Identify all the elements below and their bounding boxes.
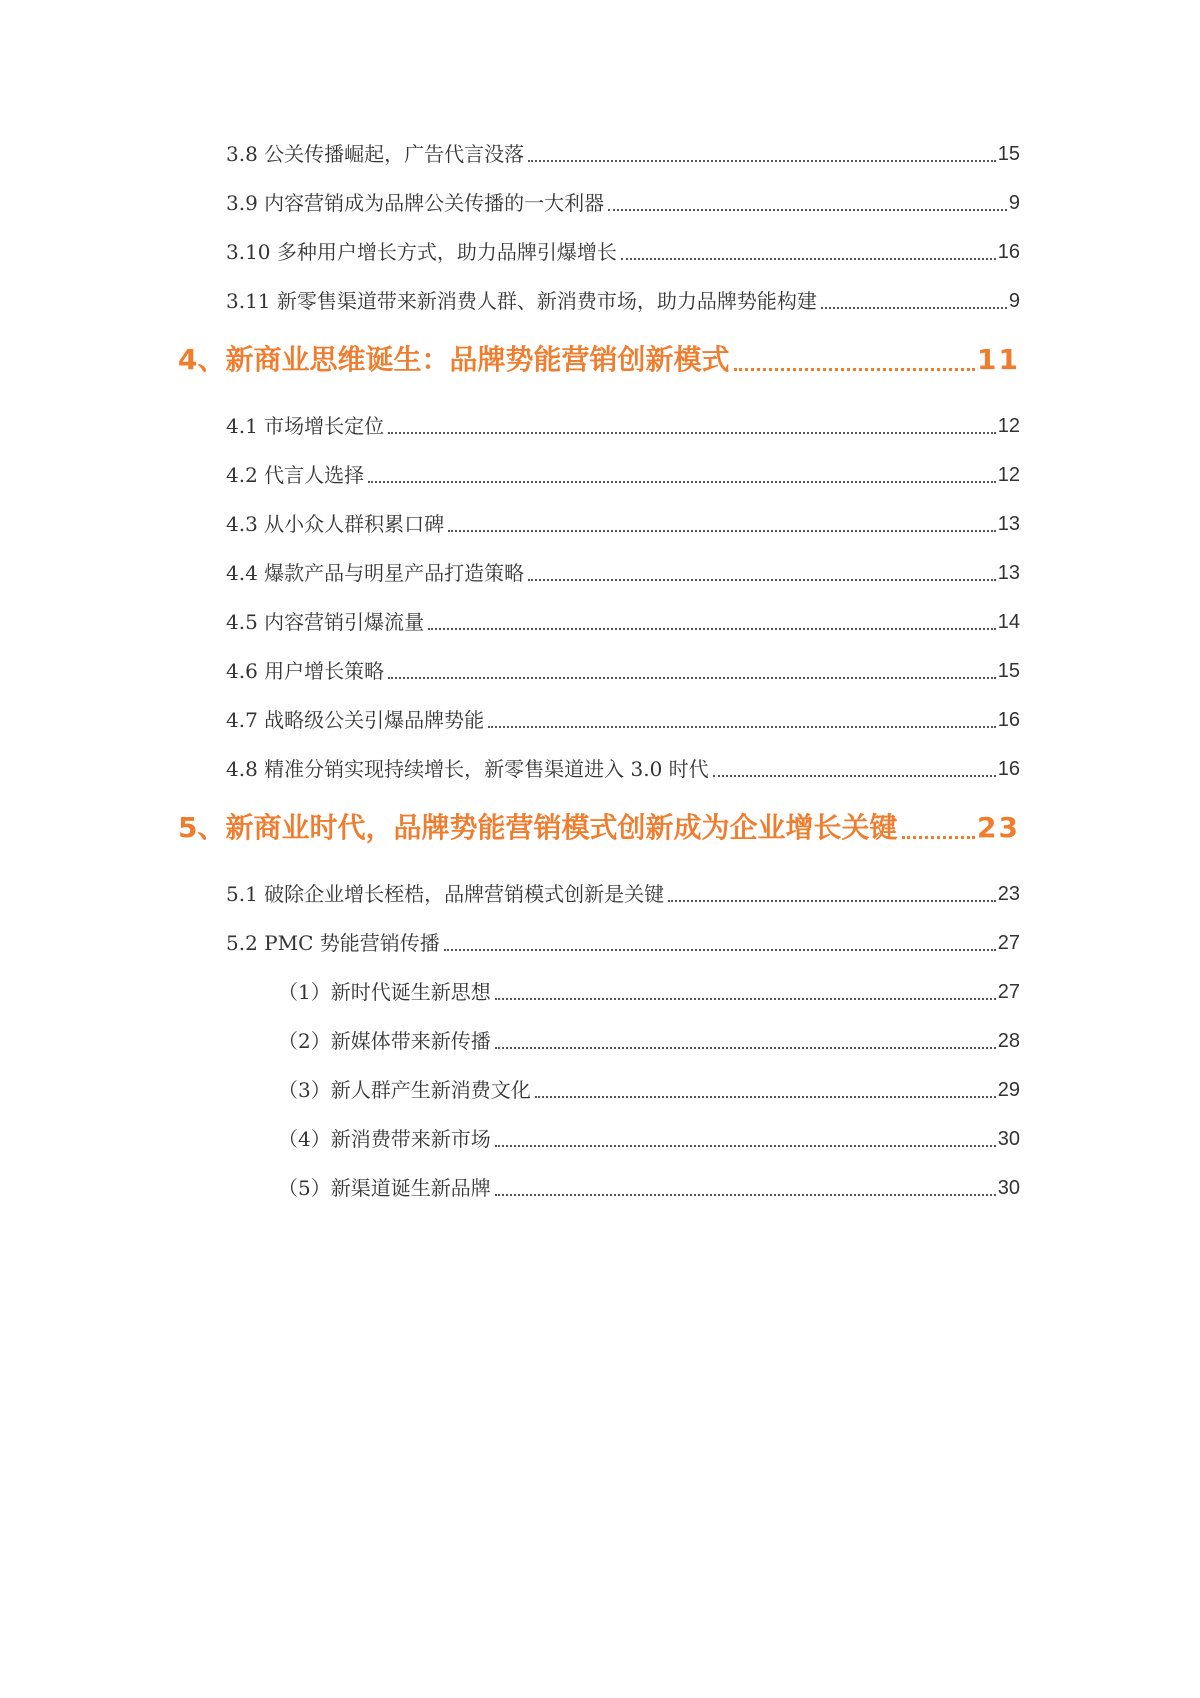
dot-leader — [821, 307, 1007, 309]
toc-entry-page: 13 — [997, 513, 1020, 535]
toc-entry-5-1[interactable] — [226, 880, 1020, 908]
toc-entry-4-8[interactable] — [226, 755, 1020, 783]
toc-entry-label: 5.2 PMC 势能营销传播 — [226, 931, 440, 955]
dot-leader — [902, 836, 976, 839]
toc-entry-label: 4.8 精准分销实现持续增长，新零售渠道进入 3.0 时代 — [226, 757, 709, 781]
toc-entry-page: 15 — [997, 143, 1020, 165]
toc-entry-label: 4.1 市场增长定位 — [226, 414, 385, 438]
toc-entry-page: 16 — [997, 709, 1020, 731]
toc-entry-page: 13 — [997, 562, 1020, 584]
dot-leader — [495, 1145, 996, 1147]
dot-leader — [668, 900, 996, 902]
toc-heading-section-4[interactable] — [178, 340, 1020, 380]
toc-entry-4-6[interactable] — [226, 657, 1020, 685]
toc-entry-4-1[interactable] — [226, 412, 1020, 440]
dot-leader — [713, 775, 996, 777]
toc-entry-label: 4.2 代言人选择 — [226, 463, 365, 487]
toc-entry-page: 9 — [1008, 192, 1020, 214]
dot-leader — [535, 1096, 996, 1098]
dot-leader — [495, 1194, 996, 1196]
toc-entry-page: 27 — [997, 981, 1020, 1003]
toc-entry-label: （5）新渠道诞生新品牌 — [278, 1176, 491, 1200]
toc-entry-4-4[interactable] — [226, 559, 1020, 587]
toc-entry-page: 14 — [997, 611, 1020, 633]
toc-entry-label: 3.8 公关传播崛起，广告代言没落 — [226, 142, 525, 166]
dot-leader — [621, 258, 996, 260]
toc-heading-label: 5、新商业时代，品牌势能营销模式创新成为企业增长关键 — [178, 811, 898, 844]
toc-entry-label: （2）新媒体带来新传播 — [278, 1029, 491, 1053]
toc-entry-page: 29 — [997, 1079, 1020, 1101]
toc-entry-label: 3.10 多种用户增长方式，助力品牌引爆增长 — [226, 240, 617, 264]
toc-entry-label: 4.6 用户增长策略 — [226, 659, 385, 683]
toc-entry-label: 5.1 破除企业增长桎梏，品牌营销模式创新是关键 — [226, 882, 665, 906]
toc-heading-label: 4、新商业思维诞生：品牌势能营销创新模式 — [178, 343, 730, 376]
toc-entry-page: 15 — [997, 660, 1020, 682]
dot-leader — [448, 530, 996, 532]
toc-subentry-5[interactable] — [278, 1174, 1020, 1202]
toc-entry-page: 28 — [997, 1030, 1020, 1052]
toc-entry-page: 12 — [997, 464, 1020, 486]
toc-entry-label: 3.9 内容营销成为品牌公关传播的一大利器 — [226, 191, 605, 215]
toc-subentry-4[interactable] — [278, 1125, 1020, 1153]
toc-entry-page: 30 — [997, 1177, 1020, 1199]
dot-leader — [428, 628, 996, 630]
toc-entry-label: 4.7 战略级公关引爆品牌势能 — [226, 708, 485, 732]
toc-entry-page: 27 — [997, 932, 1020, 954]
toc-entry-4-3[interactable] — [226, 510, 1020, 538]
dot-leader — [388, 432, 996, 434]
toc-entry-page: 16 — [997, 758, 1020, 780]
dot-leader — [608, 209, 1007, 211]
toc-entry-page: 16 — [997, 241, 1020, 263]
toc-entry-label: （1）新时代诞生新思想 — [278, 980, 491, 1004]
toc-entry-3-10[interactable] — [226, 238, 1020, 266]
toc-heading-section-5[interactable] — [178, 808, 1020, 848]
toc-entry-label: （4）新消费带来新市场 — [278, 1127, 491, 1151]
toc-entry-3-9[interactable] — [226, 189, 1020, 217]
toc-heading-page: 23 — [977, 811, 1020, 844]
toc-entry-page: 30 — [997, 1128, 1020, 1150]
dot-leader — [734, 368, 976, 371]
toc-entry-label: 4.4 爆款产品与明星产品打造策略 — [226, 561, 525, 585]
toc-subentry-1[interactable] — [278, 978, 1020, 1006]
dot-leader — [388, 677, 996, 679]
toc-subentry-3[interactable] — [278, 1076, 1020, 1104]
dot-leader — [488, 726, 996, 728]
toc-entry-label: （3）新人群产生新消费文化 — [278, 1078, 531, 1102]
toc-entry-label: 3.11 新零售渠道带来新消费人群、新消费市场，助力品牌势能构建 — [226, 289, 817, 313]
toc-entry-3-11[interactable] — [226, 287, 1020, 315]
dot-leader — [528, 579, 996, 581]
dot-leader — [495, 998, 996, 1000]
toc-entry-label: 4.5 内容营销引爆流量 — [226, 610, 425, 634]
toc-entry-4-7[interactable] — [226, 706, 1020, 734]
dot-leader — [444, 949, 996, 951]
toc-entry-label: 4.3 从小众人群积累口碑 — [226, 512, 445, 536]
toc-entry-page: 12 — [997, 415, 1020, 437]
dot-leader — [495, 1047, 996, 1049]
toc-heading-page: 11 — [977, 343, 1020, 376]
toc-entry-page: 23 — [997, 883, 1020, 905]
toc-subentry-2[interactable] — [278, 1027, 1020, 1055]
toc-entry-4-5[interactable] — [226, 608, 1020, 636]
toc-entry-page: 9 — [1008, 290, 1020, 312]
toc-entry-5-2[interactable] — [226, 929, 1020, 957]
dot-leader — [528, 160, 996, 162]
dot-leader — [368, 481, 996, 483]
toc-entry-4-2[interactable] — [226, 461, 1020, 489]
toc-entry-3-8[interactable] — [226, 140, 1020, 168]
